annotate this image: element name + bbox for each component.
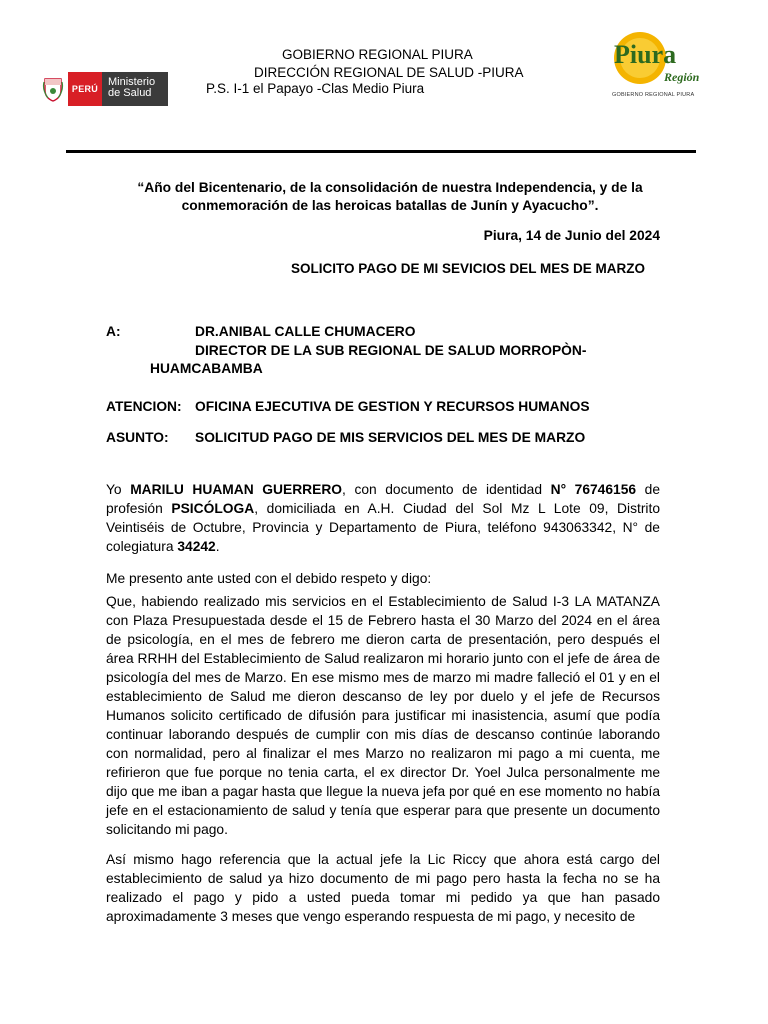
de-salud-line: de Salud	[108, 87, 152, 99]
header-line-3: P.S. I-1 el Papayo -Clas Medio Piura	[206, 81, 425, 96]
gobierno-logo-text: GOBIERNO REGIONAL PIURA	[612, 92, 695, 98]
p1-text-4: , domiciliada en A.H. Ciudad del Sol Mz L Lote 09, Distrito Veintiséis de Octubre, Provincia y Departamento de Piura, teléfono 943063342, N° de colegiatura	[106, 501, 660, 554]
recipient-name: DR.ANIBAL CALLE CHUMACERO	[195, 324, 416, 339]
letter-date: Piura, 14 de Junio del 2024	[483, 228, 660, 243]
p1-text-2: , con documento de identidad	[342, 482, 551, 497]
applicant-name: MARILU HUAMAN GUERRERO	[130, 482, 343, 497]
solicito-line: SOLICITO PAGO DE MI SEVICIOS DEL MES DE MARZO	[291, 261, 646, 276]
request-paragraph: Así mismo hago referencia que la actual jefe la Lic Riccy que ahora está cargo del establecimiento de salud ya hizo documento de mi pago pero hasta la fecha no se ha realizado el pago y pido a usted pueda tomar mi pedido ya que han pasado aproximadamente 3 meses que vengo esperando respuesta de mi pago, y necesito de	[106, 852, 660, 924]
atencion-label: ATENCION:	[106, 399, 182, 414]
facts-paragraph: Que, habiendo realizado mis servicios en el Establecimiento de Salud I-3 LA MATANZA con Plaza Presupuestada desde el 15 de Febrero hasta el 30 Marzo del 2024 en el área de psicología, en el mes de febrero me dieron carta de presentación, pero después el área RRHH del Establecimiento de Salud realizaron mi horario junto con el jefe de área de psicología del mes de Marzo. En ese mismo mes de marzo mi madre falleció el 01 y en el establecimiento de Salud me dieron descanso de ley por duelo y el jefe de Recursos Humanos solicito certificado de difusión para justificar mi inasistencia, asumí que podía continuar laborando después de cumplir con mis días de descanso continúe laborando con normalidad, pero al finalizar el mes Marzo no realizaron mi pago a mi cuenta, me refirieron que fue porque no tenia carta, el ex director Dr. Yoel Julca personalmente me dijo que me iban a pagar hasta que llegue la nueva jefa por qué en ese momento no había jefe en el estacionamiento de salud y tenía que esperar para que presente un documento solicitando mi pago.	[106, 594, 660, 837]
greeting-paragraph: Me presento ante usted con el debido respeto y digo:	[106, 571, 432, 586]
ministerio-label	[102, 72, 168, 106]
recipient-title-line-1: DIRECTOR DE LA SUB REGIONAL DE SALUD MORROPÒN-	[195, 343, 587, 358]
header-line-1: GOBIERNO REGIONAL PIURA	[282, 47, 473, 62]
year-motto: “Año del Bicentenario, de la consolidación de nuestra Independencia, y de la conmemoración de las heroicas batallas de Junín y Ayacucho”.	[137, 180, 643, 213]
piura-region-logo	[606, 28, 706, 104]
piura-logo-text: Piura	[614, 40, 677, 69]
p1-text-3: de profesión	[106, 482, 660, 516]
minsa-logo	[38, 72, 168, 106]
recipient-label: A:	[106, 324, 121, 339]
atencion-value: OFICINA EJECUTIVA DE GESTION Y RECURSOS HUMANOS	[195, 399, 590, 414]
applicant-profession: PSICÓLOGA	[171, 501, 255, 516]
peru-label: PERÚ	[68, 72, 102, 106]
asunto-value: SOLICITUD PAGO DE MIS SERVICIOS DEL MES DE MARZO	[195, 430, 586, 445]
applicant-dni: N° 76746156	[550, 482, 637, 497]
p1-text-5: .	[215, 539, 220, 554]
header-line-2: DIRECCIÓN REGIONAL DE SALUD -PIURA	[254, 65, 524, 80]
asunto-label: ASUNTO:	[106, 430, 169, 445]
header-divider	[66, 150, 696, 153]
recipient-title-line-2: HUAMCABAMBA	[150, 361, 263, 376]
peru-coat-of-arms-icon	[38, 72, 68, 106]
region-logo-text: Región	[664, 70, 700, 84]
p1-text-1: Yo	[106, 482, 131, 497]
applicant-colegiatura: 34242	[177, 539, 216, 554]
identification-paragraph	[106, 480, 660, 556]
ministerio-line: Ministerio	[108, 76, 156, 88]
